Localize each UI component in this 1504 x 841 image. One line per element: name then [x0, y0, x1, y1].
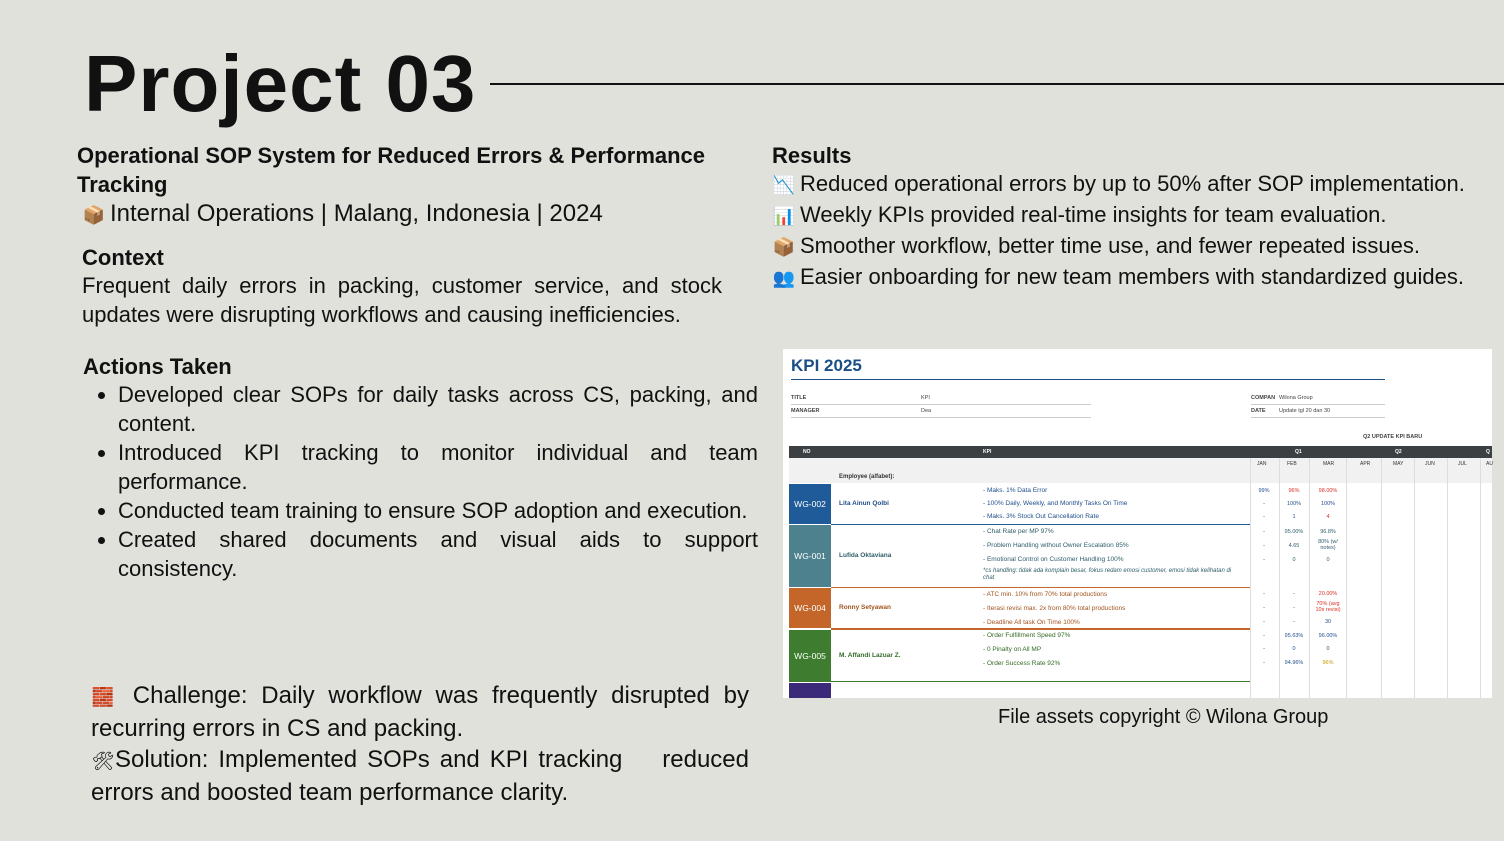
- kpi-value: -: [1263, 605, 1265, 611]
- kpi-value: -: [1263, 514, 1265, 520]
- month-label: JUL: [1458, 461, 1467, 467]
- col-q2: Q2: [1395, 449, 1402, 455]
- kpi-line: - Chat Rate per MP 97%: [983, 528, 1054, 535]
- kpi-value: 20.00%: [1318, 591, 1338, 597]
- kpi-line: - ATC min. 10% from 70% total productions: [983, 591, 1108, 598]
- context-title: Context: [82, 245, 164, 270]
- kpi-value: -: [1263, 646, 1265, 652]
- meta-date-value: Update tgl 20 dan 30: [1279, 408, 1331, 414]
- kpi-value: 96%: [1288, 488, 1300, 494]
- employee-name: M. Affandi Lazuar Z.: [839, 652, 901, 659]
- kpi-value: 94.96%: [1284, 660, 1304, 666]
- kpi-value: -: [1263, 557, 1265, 563]
- col-kpi: KPI: [983, 449, 992, 455]
- kpi-value: 95.00%: [1284, 529, 1304, 535]
- copyright-caption: File assets copyright © Wilona Group: [998, 706, 1329, 728]
- result-item: [772, 231, 1502, 262]
- kpi-line: - Maks. 1% Data Error: [983, 487, 1048, 494]
- meta-date-label: DATE: [1251, 408, 1266, 414]
- q2-update-label: Q2 UPDATE KPI BARU: [1363, 434, 1423, 440]
- col-q3: Q: [1486, 449, 1490, 455]
- kpi-header-bar: [789, 446, 1492, 458]
- kpi-value: 0: [1292, 646, 1296, 652]
- action-item: • Introduced KPI tracking to monitor individual and team performance.: [118, 438, 758, 496]
- month-label: APR: [1360, 461, 1371, 467]
- month-label: JUN: [1425, 461, 1435, 467]
- month-label: JAN: [1257, 461, 1267, 467]
- kpi-value: 96.8%: [1320, 529, 1336, 535]
- kpi-value: 0: [1326, 646, 1330, 652]
- kpi-value: 1: [1292, 514, 1296, 520]
- meta-title-label: TITLE: [791, 395, 807, 401]
- meta-company-value: Wilona Group: [1279, 395, 1313, 401]
- package-icon: 📦: [772, 237, 796, 257]
- kpi-value: 96%: [1322, 660, 1334, 666]
- month-label: MAY: [1393, 461, 1404, 467]
- employee-name: Lufida Oktaviana: [839, 552, 892, 559]
- kpi-value: -: [1263, 501, 1265, 507]
- kpi-value: 96.00%: [1318, 633, 1338, 639]
- project-heading: Operational SOP System for Reduced Errors & Performance Tracking: [77, 143, 706, 197]
- kpi-value: -: [1293, 591, 1295, 597]
- kpi-note: *cs handling: tidak ada komplain besar, fokus redam emosi customer, emosi tidak kelihatan di chat: [983, 568, 1232, 581]
- kpi-value: 70% (avg 10x revisi): [1315, 601, 1341, 613]
- kpi-value: -: [1263, 543, 1265, 549]
- people-icon: 👥: [772, 268, 796, 288]
- meta-manager-label: MANAGER: [791, 408, 820, 414]
- result-item: [772, 169, 1502, 200]
- grid-line: [1346, 458, 1347, 698]
- grid-line: [1309, 458, 1310, 698]
- employee-id-block: WG-004: [789, 588, 831, 628]
- employee-id-block-partial: [789, 683, 831, 698]
- month-label: MAR: [1323, 461, 1335, 467]
- context-body: Frequent daily errors in packing, customer service, and stock updates were disrupting workflows and causing inefficiencies.: [82, 273, 722, 327]
- action-item: • Created shared documents and visual aids to support consistency.: [118, 525, 758, 583]
- challenge-text: [91, 680, 749, 745]
- actions-title: Actions Taken: [83, 354, 232, 379]
- kpi-value: -: [1293, 605, 1295, 611]
- meta-line: [1251, 404, 1385, 405]
- month-label: AU: [1486, 461, 1493, 467]
- chart-decreasing-icon: 📉: [772, 175, 796, 195]
- results-title: Results: [772, 143, 852, 168]
- kpi-value: 30: [1324, 619, 1332, 625]
- col-q1: Q1: [1295, 449, 1302, 455]
- project-meta: [82, 199, 742, 230]
- tools-icon: 🛠: [91, 751, 115, 771]
- kpi-value: -: [1263, 529, 1265, 535]
- solution-text: [91, 744, 756, 809]
- meta-title-value: KPI: [921, 395, 930, 401]
- kpi-value: 0: [1326, 557, 1330, 563]
- package-icon: 📦: [82, 205, 106, 225]
- kpi-value: -: [1263, 660, 1265, 666]
- brick-icon: 🧱: [91, 687, 115, 707]
- meta-line: [791, 404, 1091, 405]
- page-title: Project 03: [84, 39, 477, 128]
- result-text: Reduced operational errors by up to 50% after SOP implementation.: [800, 171, 1465, 196]
- result-text: Weekly KPIs provided real-time insights for team evaluation.: [800, 202, 1387, 227]
- results-list: [772, 169, 1502, 293]
- kpi-title: KPI 2025: [791, 356, 862, 375]
- kpi-value: 4.65: [1288, 543, 1300, 549]
- grid-line: [1480, 458, 1481, 698]
- employee-name: Ronny Setyawan: [839, 604, 892, 611]
- kpi-value: 100%: [1286, 501, 1302, 507]
- meta-line: [791, 417, 1091, 418]
- actions-list: [96, 380, 758, 583]
- kpi-value: 95.63%: [1284, 633, 1304, 639]
- kpi-value: -: [1263, 619, 1265, 625]
- kpi-line: - Iterasi revisi max. 2x from 80% total productions: [983, 605, 1126, 612]
- meta-company-label: COMPAN: [1251, 395, 1276, 401]
- kpi-title-rule: [791, 379, 1385, 380]
- action-item: • Conducted team training to ensure SOP adoption and execution.: [118, 496, 758, 525]
- kpi-value: 100%: [1320, 501, 1336, 507]
- challenge-body: Challenge: Daily workflow was frequently disrupted by recurring errors in CS and packing.: [91, 682, 750, 742]
- employee-label: Employee (alfabet):: [839, 474, 895, 480]
- kpi-line: - Problem Handling without Owner Escalation 85%: [983, 542, 1129, 549]
- kpi-line: - 0 Pinalty on All MP: [983, 646, 1042, 653]
- row-separator: [831, 587, 1250, 588]
- bar-chart-icon: 📊: [772, 206, 796, 226]
- project-meta-text: Internal Operations | Malang, Indonesia | 2024: [110, 200, 603, 227]
- solution-body: Solution: Implemented SOPs and KPI tracking reduced errors and boosted team performance clarity.: [91, 746, 756, 806]
- employee-id-block: WG-002: [789, 484, 831, 524]
- kpi-line: - Emotional Control on Customer Handling 100%: [983, 556, 1124, 563]
- result-text: Easier onboarding for new team members with standardized guides.: [800, 264, 1465, 289]
- employee-id-block: WG-005: [789, 630, 831, 682]
- kpi-value: 80% (w/ notes): [1318, 539, 1338, 551]
- col-no: NO: [803, 449, 811, 455]
- grid-line: [1414, 458, 1415, 698]
- title-divider: [490, 83, 1504, 85]
- row-separator: [831, 681, 1250, 682]
- grid-line: [1381, 458, 1382, 698]
- row-separator: [831, 628, 1250, 630]
- kpi-spreadsheet-image: [783, 349, 1492, 698]
- kpi-value: 99%: [1258, 488, 1270, 494]
- kpi-value: 4: [1326, 514, 1330, 520]
- kpi-value: -: [1263, 591, 1265, 597]
- kpi-value: 98.00%: [1318, 488, 1338, 494]
- result-text: Smoother workflow, better time use, and fewer repeated issues.: [800, 233, 1420, 258]
- grid-line: [1447, 458, 1448, 698]
- kpi-line: - Deadline All task On Time 100%: [983, 619, 1080, 626]
- kpi-line: - 100% Daily, Weekly, and Monthly Tasks On Time: [983, 500, 1128, 507]
- meta-manager-value: Dea: [921, 408, 932, 414]
- kpi-line: - Order Success Rate 92%: [983, 660, 1061, 667]
- kpi-line: - Maks. 3% Stock Out Cancellation Rate: [983, 513, 1099, 520]
- kpi-value: 0: [1292, 557, 1296, 563]
- employee-name: Lita Ainun Qolbi: [839, 500, 889, 507]
- kpi-value: -: [1293, 619, 1295, 625]
- meta-line: [1251, 417, 1385, 418]
- row-separator: [831, 524, 1250, 525]
- kpi-value: -: [1263, 633, 1265, 639]
- result-item: [772, 200, 1502, 231]
- result-item: [772, 262, 1502, 293]
- subheader-band: [789, 458, 1492, 483]
- month-label: FEB: [1287, 461, 1297, 467]
- employee-id-block: WG-001: [789, 525, 831, 587]
- action-item: • Developed clear SOPs for daily tasks across CS, packing, and content.: [118, 380, 758, 438]
- kpi-line: - Order Fulfillment Speed 97%: [983, 632, 1071, 639]
